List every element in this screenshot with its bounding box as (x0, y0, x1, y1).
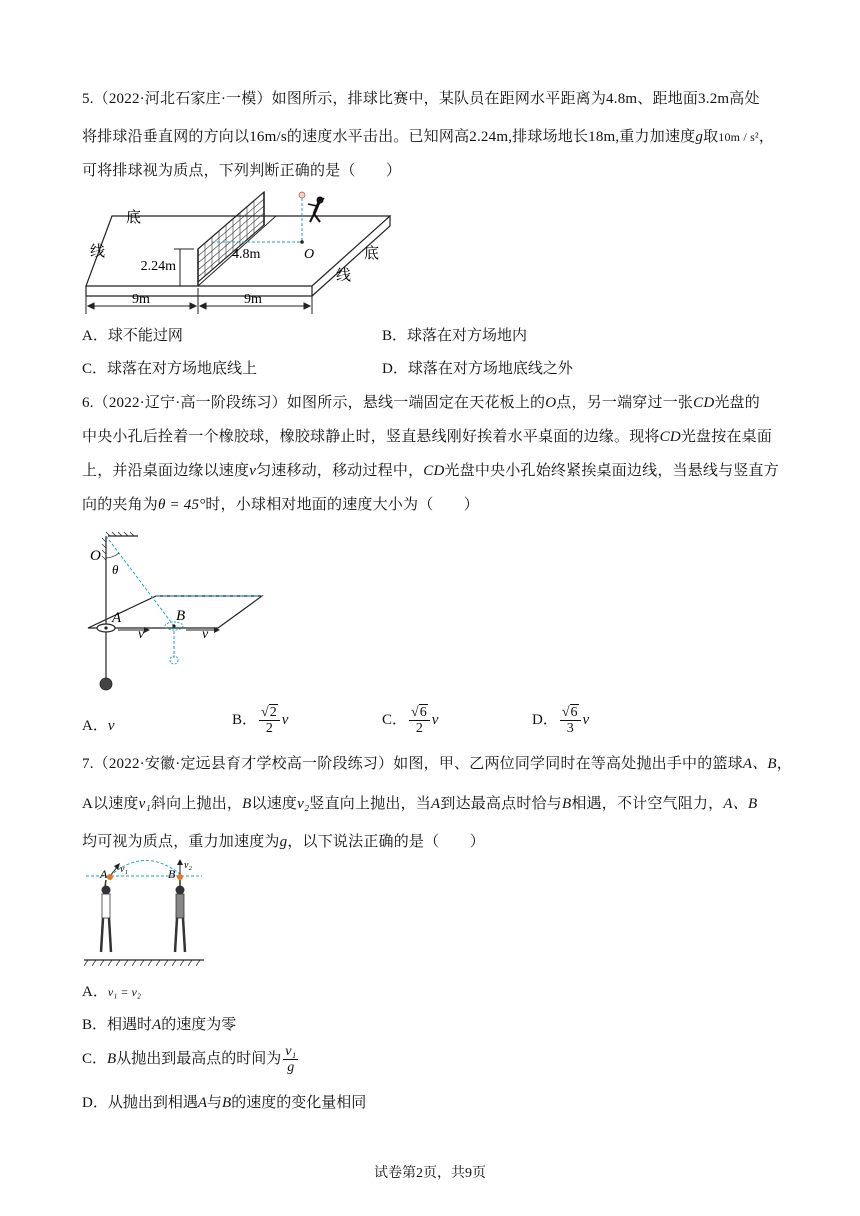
q6-option-d-den: 3 (566, 721, 574, 736)
q6-stem-line3 (82, 461, 779, 481)
q7-option-d-text: D．从抛出到相遇 (82, 1095, 198, 1111)
label-v1: v₁ (120, 864, 128, 875)
q6-stem-line2 (82, 427, 772, 447)
q6-option-b-v: v (281, 711, 289, 728)
q7-line2-text5: 到达最高点时恰与 (440, 796, 562, 812)
rubber-ball (100, 678, 112, 690)
v2-arrowhead (177, 859, 183, 865)
q6-option-d-radicand: 6 (570, 705, 578, 720)
q6-option-b-den: 2 (265, 721, 273, 736)
q5-volleyball-court-figure (82, 192, 402, 318)
q6-pendulum-disc-figure (86, 532, 268, 692)
q5-option-d[interactable]: D．球落在对方场地底线之外 (382, 361, 573, 377)
q6-option-c[interactable] (382, 705, 438, 736)
q7-stem-line3 (82, 832, 485, 852)
q7-option-b-a: A (152, 1017, 162, 1033)
q7-line3-text2: ，以下说法正确的是（ ） (287, 834, 485, 850)
q6-option-c-label: C． (382, 711, 408, 728)
q5-g-unit: 10m / s² (718, 130, 759, 144)
q7-line3-text: 均可视为质点，重力加速度为 (82, 834, 280, 850)
q5-option-c[interactable]: C．球落在对方场地底线上 (82, 361, 258, 377)
q6-option-c-den: 2 (415, 721, 423, 736)
q6-option-b-radicand: 2 (269, 705, 277, 720)
label-o: O (90, 548, 101, 564)
q7-a-symbol: A (431, 796, 441, 812)
q7-line2-text3: 以速度 (251, 796, 298, 812)
q7-stem-line1 (82, 754, 792, 774)
label-v-a: v (138, 627, 145, 642)
student-a-icon (101, 880, 111, 952)
q7-option-c-b: B (107, 1050, 117, 1067)
label-v-b: v (202, 627, 209, 642)
q7-option-c-label: C． (82, 1050, 108, 1067)
q6-cd-symbol-3: CD (423, 463, 445, 479)
net (198, 192, 264, 286)
baseline-left-label-1: 底 (126, 210, 142, 226)
baseline-right-label-1: 底 (364, 246, 380, 262)
q6-option-c-radicand: 6 (419, 705, 427, 720)
q6-option-c-fraction: $\frac{√6}{2}$ (409, 705, 430, 736)
length-dimension (86, 288, 312, 314)
q6-option-c-v: v (431, 711, 439, 728)
distance-label: 4.8m (232, 247, 261, 262)
q7-option-d-text3: 的速度的变化量相同 (231, 1095, 367, 1111)
q7-option-b-text2: 的速度为零 (161, 1017, 237, 1033)
q5-option-a[interactable]: A．球不能过网 (82, 328, 183, 344)
q7-option-c-fraction (283, 1044, 298, 1075)
q7-option-a-expr: v₁ = v₂ (107, 985, 141, 999)
q7-option-c-den: g (287, 1060, 295, 1075)
q7-option-d[interactable] (82, 1093, 366, 1113)
q7-line2-text6: 相遇，不计空气阻力， (571, 796, 724, 812)
q7-option-b-text: B．相遇时 (82, 1017, 153, 1033)
cd-disc-a-hole (104, 626, 107, 629)
q6-v-symbol: v (249, 463, 257, 479)
q6-option-d-v: v (582, 711, 590, 728)
label-b: B (176, 608, 186, 624)
q6-line3-text3: 光盘中央小孔始终紧挨桌面边线，当悬线与竖直方 (444, 463, 779, 479)
volleyball (299, 192, 305, 198)
q7-option-a-label: A． (82, 984, 108, 1000)
q6-option-d-label: D． (532, 711, 558, 728)
q6-cd-symbol-2: CD (659, 429, 681, 445)
ball-b (177, 874, 183, 880)
q5-stem-line2 (82, 127, 774, 147)
q6-line3-text2: 匀速移动，移动过程中， (256, 463, 424, 479)
q7-basketball-figure (84, 858, 206, 968)
q7-line1-end: ， (776, 756, 792, 772)
page-footer: 试卷第2页，共9页 (374, 1166, 486, 1181)
q6-option-b-fraction: $\frac{√2}{2}$ (259, 705, 280, 736)
q6-line4-text2: 时，小球相对地面的速度大小为（ ） (205, 497, 480, 513)
q5-line2-text: 将排球沿垂直网的方向以16m/s的速度水平击出。已知网高2.24m,排球场地长18m,重力加速度 (82, 129, 696, 145)
ground-hatch (84, 960, 200, 966)
q7-option-b[interactable] (82, 1015, 236, 1035)
q6-line1-text2: 点，另一端穿过一张 (556, 395, 694, 411)
q6-line1-text: 6.（2022·辽宁·高一阶段练习）如图所示，悬线一端固定在天花板上的 (82, 395, 546, 411)
q5-line2-end: ， (758, 129, 775, 145)
label-b: B (168, 867, 176, 881)
q5-stem-line3: 可将排球视为质点，下列判断正确的是（ ） (82, 163, 402, 179)
q5-option-b[interactable]: B．球落在对方场地内 (382, 328, 528, 344)
q6-line3-text: 上，并沿桌面边缘以速度 (82, 463, 250, 479)
q6-option-d[interactable] (532, 705, 589, 736)
q6-option-a-label: A． (82, 718, 108, 734)
q6-option-d-fraction: $\frac{√6}{3}$ (560, 705, 581, 736)
q7-option-d-text2: 与 (207, 1095, 223, 1111)
q7-line2-text2: 斜向上抛出， (150, 796, 243, 812)
player-icon (308, 197, 324, 222)
q7-ab-symbols: A、B (742, 756, 777, 772)
half-left-label: 9m (132, 292, 150, 307)
q7-b-symbol: B (242, 796, 252, 812)
label-v2: v₂ (184, 860, 192, 871)
q6-option-a[interactable] (82, 716, 115, 736)
q6-option-b-label: B． (232, 711, 258, 728)
court-front-edge (86, 286, 312, 296)
q7-line2-text: A以速度 (82, 796, 139, 812)
baseline-right-label-2: 线 (336, 268, 352, 284)
q7-option-c-text: 从抛出到最高点的时间为 (116, 1050, 282, 1067)
q6-stem-line4 (82, 495, 479, 515)
point-o (300, 240, 304, 244)
label-theta: θ (112, 562, 119, 577)
cd-disc-b-hole (172, 624, 175, 627)
q7-option-c[interactable] (82, 1044, 300, 1075)
q7-stem-line2 (82, 794, 757, 814)
baseline-left-label-2: 线 (90, 244, 106, 260)
net-height-label: 2.24m (140, 259, 176, 274)
q7-ab-symbols-2: A、B (723, 796, 758, 812)
q7-option-d-b: B (222, 1095, 232, 1111)
point-o-label: O (304, 247, 315, 262)
q7-v1-symbol: v₁ (138, 796, 151, 812)
q7-line2-text4: 竖直向上抛出，当 (309, 796, 431, 812)
q6-cd-symbol: CD (693, 395, 715, 411)
q7-line1-text: 7.（2022·安徽·定远县育才学校高一阶段练习）如图，甲、乙两位同学同时在等高处抛出手中的篮球 (82, 756, 743, 772)
q7-option-a[interactable] (82, 982, 141, 1002)
half-right-label: 9m (244, 292, 262, 307)
q6-theta-expr: θ = 45° (158, 497, 206, 513)
theta-arc (106, 553, 119, 558)
q6-line1-text3: 光盘的 (714, 395, 760, 411)
q7-option-d-a: A (197, 1095, 208, 1111)
label-a: A (100, 867, 108, 881)
ball-a (107, 874, 113, 880)
q7-g-symbol: g (279, 834, 288, 850)
label-a: A (112, 610, 122, 626)
q7-v2-symbol: v₂ (297, 796, 310, 812)
q6-o-symbol: O (545, 395, 557, 411)
q5-g-symbol: g (695, 129, 704, 145)
q6-option-a-value: v (107, 718, 115, 734)
q5-stem-line1: 5.（2022·河北石家庄·一模）如图所示，排球比赛中，某队员在距网水平距离为4.8m、距地面3.2m高处 (82, 91, 760, 107)
q7-b-symbol-2: B (561, 796, 572, 812)
q6-option-b[interactable] (232, 705, 288, 736)
q5-line2-take: 取 (703, 129, 719, 145)
q6-line2-text: 中央小孔后拴着一个橡胶球，橡胶球静止时，竖直悬线刚好挨着水平桌面的边缘。现将 (82, 429, 660, 445)
q6-stem-line1 (82, 393, 760, 413)
q6-line4-text: 向的夹角为 (82, 497, 159, 513)
student-b-icon (175, 880, 185, 952)
q7-option-c-num: v₁ (285, 1044, 297, 1059)
q6-line2-text2: 光盘按在桌面 (680, 429, 773, 445)
